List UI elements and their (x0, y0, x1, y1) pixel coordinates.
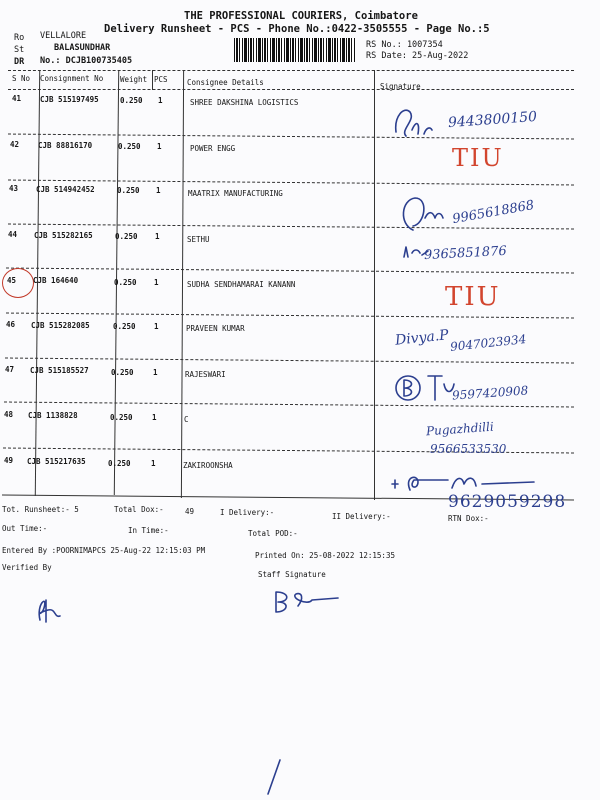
row-pcs: 1 (154, 278, 159, 287)
out-time: Out Time:- (2, 524, 48, 533)
row-weight: 0.250 (111, 368, 134, 377)
col-divider (152, 70, 153, 90)
signature-name: Divya.P (394, 327, 450, 349)
row-sno: 45 (7, 276, 17, 285)
row-weight: 0.250 (114, 278, 137, 287)
row-consignment: CJB 88816170 (38, 141, 93, 150)
row-consignee: PRAVEEN KUMAR (186, 324, 245, 333)
col-consignment: Consignment No (40, 74, 104, 83)
row-divider (6, 313, 574, 319)
row-consignee: SHREE DAKSHINA LOGISTICS (190, 98, 299, 107)
printed-on: Printed On: 25-08-2022 12:15:35 (255, 551, 395, 560)
col-consignee: Consignee Details (187, 78, 264, 87)
signature-scribble (390, 100, 450, 145)
signature-initials: TIU (445, 282, 501, 312)
row-pcs: 1 (157, 142, 162, 151)
total-dox-label: Total Dox:- (114, 505, 164, 514)
row-weight: 0.250 (113, 322, 136, 331)
col-sno: S No (12, 74, 31, 83)
row-consignment: CJB 514942452 (36, 185, 95, 194)
drs-number: No.: DCJB100735405 (40, 56, 133, 66)
table-top-rule (8, 70, 574, 71)
col-signature: Signature (380, 82, 421, 91)
row-pcs: 1 (151, 459, 156, 468)
total-runsheet: Tot. Runsheet:- 5 (2, 505, 79, 514)
entered-by: Entered By :POORNIMAPCS 25-Aug-22 12:15:03 PM (2, 546, 206, 555)
row-sno: 47 (5, 365, 15, 374)
total-dox-value: 49 (185, 507, 195, 516)
verifier-signature (30, 590, 66, 624)
row-pcs: 1 (155, 232, 160, 241)
row-consignment: CJB 515185527 (30, 366, 89, 375)
signature-phone: 9047023934 (449, 332, 527, 354)
row-divider (4, 402, 574, 408)
row-weight: 0.250 (118, 142, 141, 151)
pen-mark (262, 758, 284, 798)
rs-date: RS Date: 25-Aug-2022 (366, 51, 469, 61)
route-label: Ro (14, 33, 25, 43)
row-pcs: 1 (156, 186, 161, 195)
row-sno: 42 (10, 140, 20, 149)
staff-signature (268, 582, 344, 618)
drs-label: DR (14, 57, 25, 67)
row-sno: 41 (12, 94, 22, 103)
total-pod: Total POD:- (248, 529, 298, 538)
signature-phone: 9365851876 (423, 243, 508, 264)
col-pcs: PCS (154, 75, 168, 84)
rtn-dox: RTN Dox:- (448, 514, 489, 523)
table-header-rule (8, 89, 574, 90)
signature-phone: 9629059298 (448, 492, 567, 512)
row-consignment: CJB 515197495 (40, 95, 99, 104)
barcode (234, 38, 356, 62)
verified-by: Verified By (2, 563, 52, 572)
row-sno: 43 (9, 184, 19, 193)
row-sno: 44 (8, 230, 18, 239)
signature-phone: 9965618868 (451, 197, 536, 228)
signature-phone: 9597420908 (451, 383, 529, 403)
row-consignee: SETHU (187, 235, 210, 244)
runsheet-subtitle: Delivery Runsheet - PCS - Phone No.:0422-3505555 - Page No.:5 (104, 23, 490, 35)
col-divider (374, 70, 375, 500)
row-consignment: CJB 1138828 (28, 411, 78, 420)
col-weight: Weight (120, 75, 148, 84)
staff-value: BALASUNDHAR (54, 43, 111, 53)
row-divider (8, 134, 574, 140)
row-weight: 0.250 (110, 413, 133, 422)
route-value: VELLALORE (40, 31, 87, 41)
signature-phone: 9443800150 (447, 108, 538, 132)
signature-phone: 9566533530 (430, 442, 507, 456)
row-consignee: ZAKIROONSHA (183, 461, 233, 470)
row-consignment: CJB 515217635 (27, 457, 86, 466)
row-consignee: MAATRIX MANUFACTURING (188, 189, 283, 198)
row-weight: 0.250 (115, 232, 138, 241)
rs-number: RS No.: 1007354 (366, 40, 443, 50)
row-consignee: SUDHA SENDHAMARAI KANANN (187, 280, 296, 289)
signature-initials: TIU (452, 144, 504, 172)
row-divider (8, 224, 574, 230)
signature-name: Pugazhdilli (425, 419, 495, 439)
row-weight: 0.250 (120, 96, 143, 105)
row-consignee: POWER ENGG (190, 144, 236, 153)
row-weight: 0.250 (108, 459, 131, 468)
row-divider (5, 358, 574, 364)
in-time: In Time:- (128, 526, 169, 535)
signature-scribble (395, 190, 455, 235)
row-consignment: CJB 515282165 (34, 231, 93, 240)
row-sno: 49 (4, 456, 14, 465)
row-consignment: CJB 164640 (33, 276, 79, 285)
row-sno: 46 (6, 320, 16, 329)
row-consignee: C (184, 415, 189, 424)
row-pcs: 1 (154, 322, 159, 331)
row-pcs: 1 (158, 96, 163, 105)
staff-signature-label: Staff Signature (258, 570, 326, 579)
row-sno: 48 (4, 410, 14, 419)
company-title: THE PROFESSIONAL COURIERS, Coimbatore (184, 10, 418, 22)
row-consignment: CJB 515282085 (31, 321, 90, 330)
row-pcs: 1 (152, 413, 157, 422)
staff-label: St (14, 45, 25, 55)
row-weight: 0.250 (117, 186, 140, 195)
row-pcs: 1 (153, 368, 158, 377)
i-delivery: I Delivery:- (220, 508, 275, 517)
row-divider (6, 268, 574, 274)
ii-delivery: II Delivery:- (332, 512, 391, 521)
row-consignee: RAJESWARI (185, 370, 226, 379)
